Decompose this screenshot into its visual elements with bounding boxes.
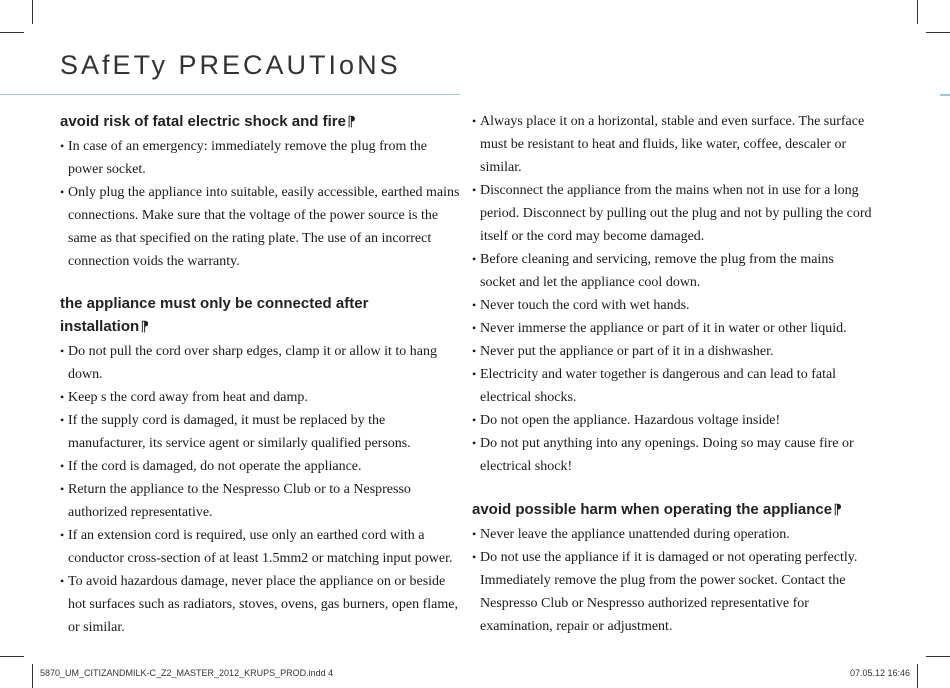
footer-timestamp: 07.05.12 16:46 (849, 668, 910, 678)
left-column (60, 110, 460, 639)
section-heading: avoid risk of fatal electric shock and fire (60, 113, 346, 130)
list-item: • If the cord is damaged, do not operate the appliance. (60, 455, 460, 478)
footer-filename: 5870_UM_CITIZANDMILK-C_Z2_MASTER_2012_KRUPS_PROD.indd 4 (40, 668, 334, 678)
section-heading: avoid possible harm when operating the appliance (472, 501, 833, 518)
crop-mark (32, 664, 33, 688)
list-item: • To avoid hazardous damage, never place the appliance on or beside hot surfaces such as radiators, stoves, ovens, gas burners, open flame, or similar. (60, 570, 460, 639)
section-heading: the appliance must only be connected after installation (60, 295, 369, 335)
margin-mark (940, 94, 950, 96)
list-item: • Keep s the cord away from heat and damp. (60, 386, 460, 409)
list-item: • If an extension cord is required, use only an earthed cord with a conductor cross-section of at least 1.5mm2 or matching input power. (60, 524, 460, 570)
list-item: • Do not put anything into any openings. Doing so may cause fire or electrical shock! (472, 432, 872, 478)
list-item: • Never leave the appliance unattended during operation. (472, 523, 872, 546)
crop-mark (926, 32, 950, 33)
list-item: • Only plug the appliance into suitable, easily accessible, earthed mains connections. Make sure that the voltage of the power source is the same as that specified on the rating plate. The use of an incorrect connection voids the warranty. (60, 181, 460, 273)
section-placement (472, 110, 872, 478)
list-item: • In case of an emergency: immediately remove the plug from the power socket. (60, 135, 460, 181)
bullet-list (472, 110, 872, 478)
warning-mark-icon: ⁋ (833, 501, 842, 517)
bullet-list (60, 135, 460, 273)
crop-mark (0, 656, 24, 657)
list-item: • Do not open the appliance. Hazardous voltage inside! (472, 409, 872, 432)
section-operating (472, 498, 872, 638)
list-item: • Never put the appliance or part of it in a dishwasher. (472, 340, 872, 363)
list-item: • Do not use the appliance if it is damaged or not operating perfectly. Immediately remove the plug from the power socket. Contact the Nespresso Club or Nespresso authorized representative for examination, repair or adjustment. (472, 546, 872, 638)
list-item: • Never touch the cord with wet hands. (472, 294, 872, 317)
list-item: • Electricity and water together is dangerous and can lead to fatal electrical shocks. (472, 363, 872, 409)
crop-mark (917, 0, 918, 24)
list-item: • If the supply cord is damaged, it must be replaced by the manufacturer, its service agent or similarly qualified persons. (60, 409, 460, 455)
list-item: • Never immerse the appliance or part of it in water or other liquid. (472, 317, 872, 340)
bullet-list (60, 340, 460, 639)
list-item: • Do not pull the cord over sharp edges, clamp it or allow it to hang down. (60, 340, 460, 386)
section-electric-shock (60, 110, 460, 273)
crop-mark (917, 664, 918, 688)
warning-mark-icon: ⁋ (346, 113, 356, 129)
list-item: • Before cleaning and servicing, remove the plug from the mains socket and let the appliance cool down. (472, 248, 872, 294)
crop-mark (0, 32, 24, 33)
bullet-list (472, 523, 872, 638)
page-title: SAfETy PRECAUTIoNS (60, 50, 401, 80)
list-item: • Return the appliance to the Nespresso Club or to a Nespresso authorized representative. (60, 478, 460, 524)
crop-mark (926, 656, 950, 657)
list-item: • Always place it on a horizontal, stable and even surface. The surface must be resistant to heat and fluids, like water, coffee, descaler or similar. (472, 110, 872, 179)
title-rule (0, 94, 460, 95)
warning-mark-icon: ⁋ (140, 318, 150, 334)
crop-mark (32, 0, 33, 24)
list-item: • Disconnect the appliance from the mains when not in use for a long period. Disconnect by pulling out the plug and not by pulling the cord itself or the cord may become damaged. (472, 179, 872, 248)
section-installation (60, 293, 460, 639)
right-column (472, 110, 872, 638)
